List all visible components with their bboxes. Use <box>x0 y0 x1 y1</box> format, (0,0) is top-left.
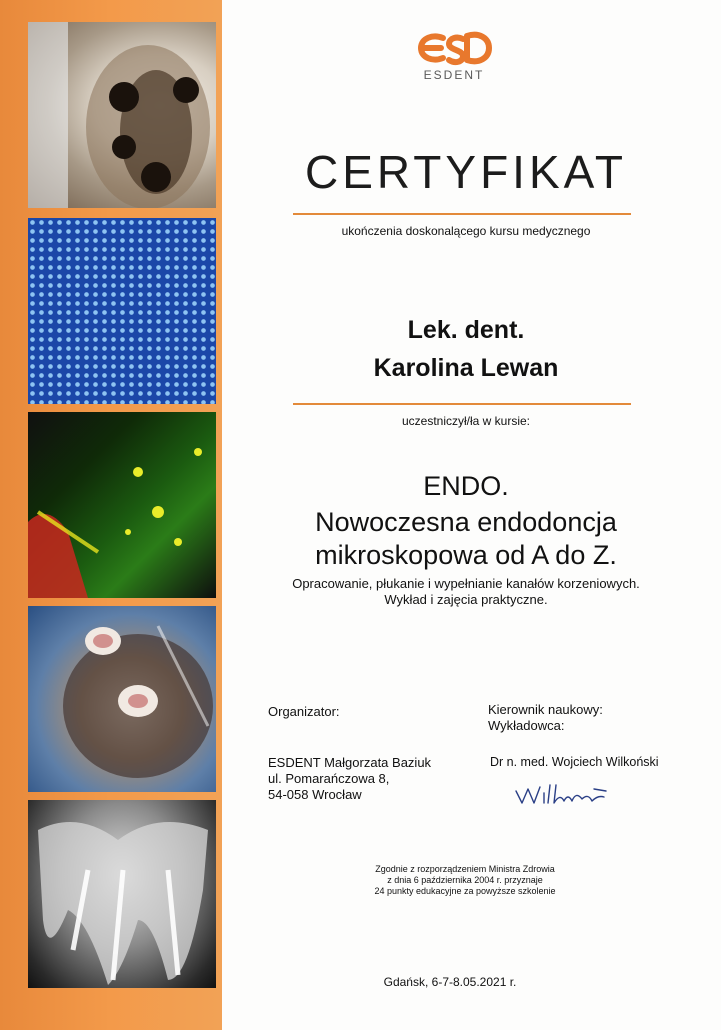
participant-title: Lek. dent. <box>407 316 525 344</box>
place-and-date: Gdańsk, 6-7-8.05.2021 r. <box>383 975 517 989</box>
scientific-director-label: Kierownik naukowy: <box>488 702 603 717</box>
organizer-city: 54-058 Wrocław <box>268 787 362 802</box>
participant-name: Karolina Lewan <box>373 354 559 382</box>
course-title-line-2: Nowoczesna endodoncja <box>315 507 617 537</box>
course-description-1: Opracowanie, płukanie i wypełnianie kanałów korzeniowych. <box>292 576 640 591</box>
organizer-label: Organizator: <box>268 704 340 719</box>
signature-drawing <box>512 779 612 809</box>
logo-brand-text: ESDENT <box>423 68 485 82</box>
lecturer-label: Wykładowca: <box>488 718 565 733</box>
participated-label: uczestniczył/ła w kursie: <box>401 414 531 428</box>
fluorescence-green-photo <box>28 412 216 598</box>
tooth-cavity-illustration <box>28 22 216 208</box>
esdent-logo-mark <box>415 30 493 68</box>
legal-note-line-1: Zgodnie z rozporządzeniem Ministra Zdrowia <box>375 864 555 874</box>
esdent-logo <box>404 30 504 82</box>
tooth-cavity-photo <box>28 22 216 208</box>
certificate-title: CERTYFIKAT <box>305 146 627 198</box>
xray-illustration <box>28 800 216 988</box>
course-title-line-1: ENDO. <box>423 471 509 501</box>
root-canal-microscope-photo <box>28 606 216 792</box>
handwritten-signature <box>512 779 612 814</box>
certificate-subtitle: ukończenia doskonalącego kursu medycznego <box>341 224 591 238</box>
microscopy-blue-photo <box>28 218 216 404</box>
root-canal-illustration <box>28 606 216 792</box>
fluorescence-illustration <box>28 412 216 598</box>
name-divider <box>293 403 631 405</box>
legal-note-line-3: 24 punkty edukacyjne za powyższe szkolenie <box>374 886 556 896</box>
course-description-2: Wykład i zajęcia praktyczne. <box>384 592 548 607</box>
organizer-street: ul. Pomarańczowa 8, <box>268 771 390 786</box>
legal-note-line-2: z dnia 6 października 2004 r. przyznaje <box>387 875 543 885</box>
organizer-name: ESDENT Małgorzata Baziuk <box>268 755 432 770</box>
course-title-line-3: mikroskopowa od A do Z. <box>315 540 617 570</box>
left-photo-strip <box>0 0 222 1030</box>
lecturer-name: Dr n. med. Wojciech Wilkoński <box>490 755 659 769</box>
title-divider <box>293 213 631 215</box>
dental-xray-photo <box>28 800 216 988</box>
